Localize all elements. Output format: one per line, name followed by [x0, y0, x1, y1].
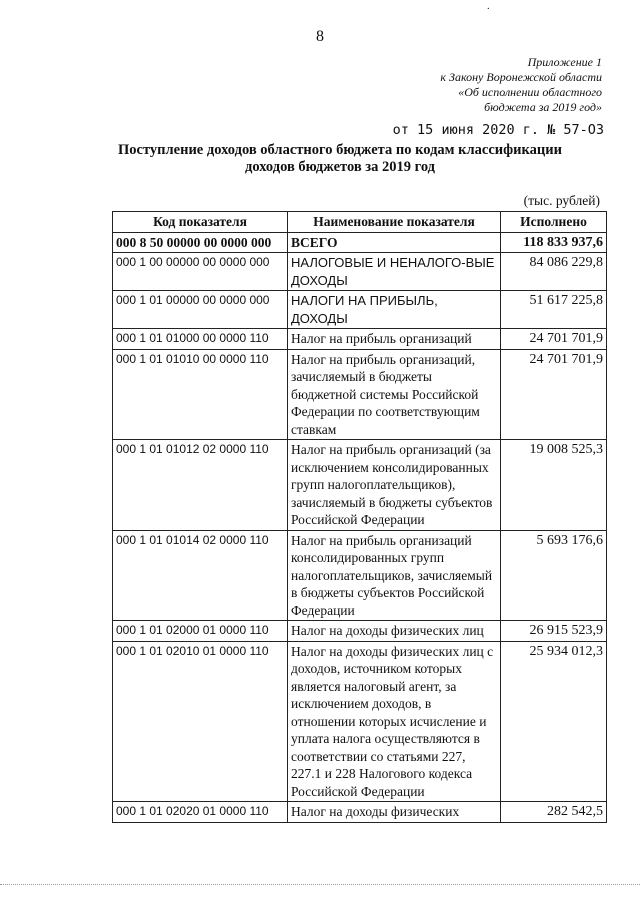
row-name: Налог на доходы физических лиц	[288, 621, 501, 642]
law-date-stamp: от 15 июня 2020 г. № 57-ОЗ	[392, 122, 604, 138]
header-name: Наименование показателя	[288, 212, 501, 233]
appendix-line-3: «Об исполнении областного	[458, 85, 602, 99]
header-value: Исполнено	[501, 212, 607, 233]
row-value: 24 701 701,9	[501, 329, 607, 350]
row-name: Налог на прибыль организаций консолидированных групп налогоплательщиков, зачисляемый в бюджеты субъектов Российской Федерации	[288, 530, 501, 621]
row-code: 000 1 01 01012 02 0000 110	[113, 440, 288, 531]
row-value: 118 833 937,6	[501, 232, 607, 253]
appendix-line-4: бюджета за 2019 год»	[484, 100, 602, 114]
row-value: 25 934 012,3	[501, 641, 607, 802]
table-row	[113, 291, 607, 329]
table-row	[113, 621, 607, 642]
row-code: 000 1 01 02010 01 0000 110	[113, 641, 288, 802]
appendix-line-2: к Закону Воронежской области	[440, 70, 602, 84]
title-line-2: доходов бюджетов за 2019 год	[244, 159, 436, 175]
row-code: 000 1 01 01010 00 0000 110	[113, 349, 288, 440]
title-line-1: Поступление доходов областного бюджета по кодам классификации	[118, 142, 562, 158]
row-value: 5 693 176,6	[501, 530, 607, 621]
page-number: 8	[316, 28, 324, 45]
row-code: 000 1 01 01014 02 0000 110	[113, 530, 288, 621]
row-code: 000 1 00 00000 00 0000 000	[113, 253, 288, 291]
row-name: ВСЕГО	[288, 232, 501, 253]
row-name: НАЛОГОВЫЕ И НЕНАЛОГО-ВЫЕ ДОХОДЫ	[288, 253, 501, 291]
table-row	[113, 253, 607, 291]
revenue-table	[112, 211, 607, 823]
row-name: Налог на доходы физических лиц с доходов, источником которых является налоговый агент, за исключением доходов, в отношении которых исчисление и уплата налога осуществляются в соответствии со статьями 227, 227.1 и 228 Налогового кодекса Российской Федерации	[288, 641, 501, 802]
row-code: 000 1 01 00000 00 0000 000	[113, 291, 288, 329]
row-name: Налог на доходы физических	[288, 802, 501, 823]
table-row	[113, 232, 607, 253]
row-value: 26 915 523,9	[501, 621, 607, 642]
units-label: (тыс. рублей)	[523, 193, 600, 208]
table-header-row	[113, 212, 607, 233]
table-row	[113, 641, 607, 802]
row-name: Налог на прибыль организаций, зачисляемый в бюджеты бюджетной системы Российской Федерации по соответствующим ставкам	[288, 349, 501, 440]
appendix-note	[440, 55, 602, 115]
table-row	[113, 349, 607, 440]
row-code: 000 1 01 01000 00 0000 110	[113, 329, 288, 350]
table-row	[113, 329, 607, 350]
table-row	[113, 440, 607, 531]
row-name: Налог на прибыль организаций	[288, 329, 501, 350]
row-code: 000 1 01 02020 01 0000 110	[113, 802, 288, 823]
row-value: 282 542,5	[501, 802, 607, 823]
row-name: Налог на прибыль организаций (за исключением консолидированных групп налогоплательщиков), зачисляемый в бюджеты субъектов Российской Федерации	[288, 440, 501, 531]
stray-mark: ·	[486, 4, 490, 15]
document-title	[80, 142, 600, 176]
row-value: 84 086 229,8	[501, 253, 607, 291]
row-value: 19 008 525,3	[501, 440, 607, 531]
table-row	[113, 530, 607, 621]
row-code: 000 8 50 00000 00 0000 000	[113, 232, 288, 253]
row-code: 000 1 01 02000 01 0000 110	[113, 621, 288, 642]
header-code: Код показателя	[113, 212, 288, 233]
row-value: 51 617 225,8	[501, 291, 607, 329]
table-row	[113, 802, 607, 823]
page-bottom-divider	[0, 884, 640, 885]
row-name: НАЛОГИ НА ПРИБЫЛЬ, ДОХОДЫ	[288, 291, 501, 329]
row-value: 24 701 701,9	[501, 349, 607, 440]
appendix-line-1: Приложение 1	[527, 55, 602, 69]
